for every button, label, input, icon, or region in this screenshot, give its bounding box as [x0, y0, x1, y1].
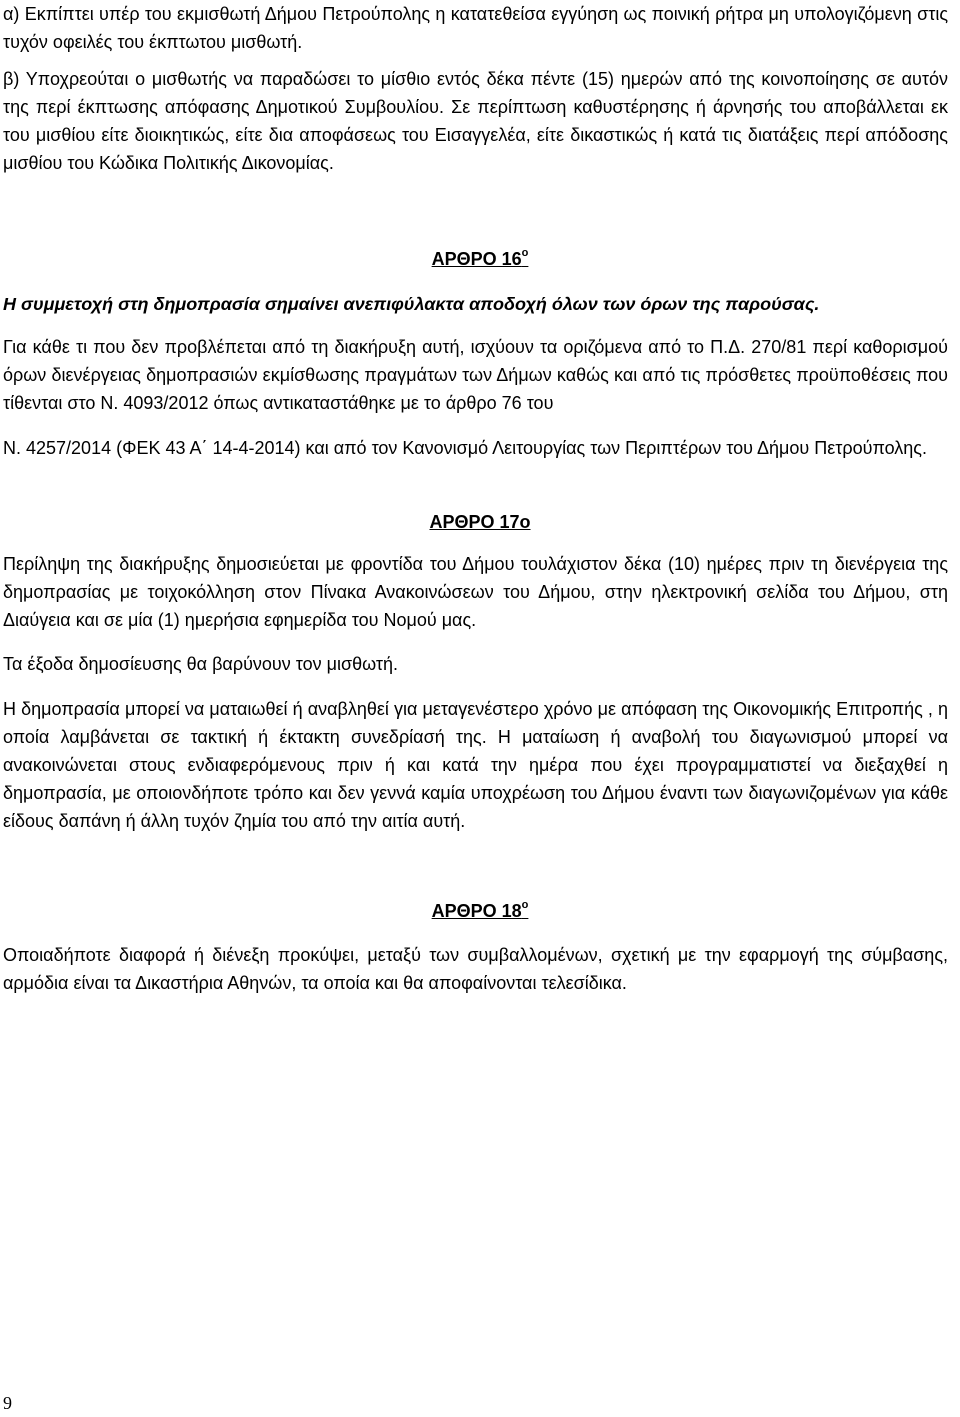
article-16-heading [0, 245, 960, 273]
article-17-heading: ΑΡΘΡΟ 17ο [429, 512, 531, 532]
article-17-paragraph-3: Η δημοπρασία μπορεί να ματαιωθεί ή αναβληθεί για μεταγενέστερο χρόνο με απόφαση της Οικονομικής Επιτροπής , η οποία λαμβάνεται σε τακτική ή έκτακτη συνεδρίασή της. Η ματαίωση ή αναβολή του διαγωνισμού μπορεί να ανακοινώνεται στους ενδιαφερόμενους πριν ή και κατά την ημέρα που έχει προγραμματιστεί να διεξαχθεί η δημοπρασία, με οποιονδήποτε τρόπο και δεν γεννά καμία υποχρέωση του Δήμου έναντι των διαγωνιζομένων για κάθε είδους δαπάνη ή άλλη τυχόν ζημία του από την αιτία αυτή. [3, 699, 948, 831]
article-16-paragraph-2: Ν. 4257/2014 (ΦΕΚ 43 Α΄ 14-4-2014) και από τον Κανονισμό Λειτουργίας των Περιπτέρων του Δήμου Πετρούπολης. [3, 438, 927, 458]
article-16-paragraph-1: Για κάθε τι που δεν προβλέπεται από τη διακήρυξη αυτή, ισχύουν τα οριζόμενα από το Π.Δ. 270/81 περί καθορισμού όρων διενέργειας δημοπρασιών εκμίσθωσης πραγμάτων των Δήμων καθώς και από τις πρόσθετες προϋποθέσεις που τίθενται στο Ν. 4093/2012 όπως αντικαταστάθηκε με το άρθρο 76 του [3, 337, 948, 413]
paragraph-a: α) Εκπίπτει υπέρ του εκμισθωτή Δήμου Πετρούπολης η κατατεθείσα εγγύηση ως ποινική ρήτρα μη υπολογιζόμενη στις τυχόν οφειλές του έκπτωτου μισθωτή. [3, 4, 948, 52]
paragraph-b: β) Υποχρεούται ο μισθωτής να παραδώσει το μίσθιο εντός δέκα πέντε (15) ημερών από της κοινοποίησης σε αυτόν της περί έκπτωσης απόφασης Δημοτικού Συμβουλίου. Σε περίπτωση καθυστέρησης ή άρνησής του αποβάλλεται εκ του μισθίου είτε διοικητικώς, είτε δια αποφάσεως του Εισαγγελέα, είτε δικαστικώς ή κατά τις διατάξεις περί απόδοσης μισθίου του Κώδικα Πολιτικής Δικονομίας. [3, 69, 948, 173]
article-16-bold-paragraph: Η συμμετοχή στη δημοπρασία σημαίνει ανεπιφύλακτα αποδοχή όλων των όρων της παρούσας. [3, 294, 820, 314]
article-18-title: ΑΡΘΡΟ 18 [431, 901, 522, 921]
article-17-paragraph-2: Τα έξοδα δημοσίευσης θα βαρύνουν τον μισθωτή. [3, 654, 399, 674]
page-number: 9 [3, 1393, 12, 1413]
article-18-superscript: ο [521, 899, 529, 911]
article-16-superscript: ο [521, 247, 529, 259]
article-18-paragraph-1: Οποιαδήποτε διαφορά ή διένεξη προκύψει, μεταξύ των συμβαλλομένων, σχετική με την εφαρμογή της σύμβασης, αρμόδια είναι τα Δικαστήρια Αθηνών, τα οποία και θα αποφαίνονται τελεσίδικα. [3, 945, 948, 993]
article-17-paragraph-1: Περίληψη της διακήρυξης δημοσιεύεται με φροντίδα του Δήμου τουλάχιστον δέκα (10) ημέρες πριν τη διενέργεια της δημοπρασίας με τοιχοκόλληση στον Πίνακα Ανακοινώσεων του Δήμου, στην ηλεκτρονική σελίδα του Δήμου, στη Διαύγεια και σε μία (1) ημερήσια εφημερίδα του Νομού μας. [3, 554, 948, 630]
article-16-title: ΑΡΘΡΟ 16 [431, 249, 522, 269]
article-18-heading [0, 897, 960, 925]
